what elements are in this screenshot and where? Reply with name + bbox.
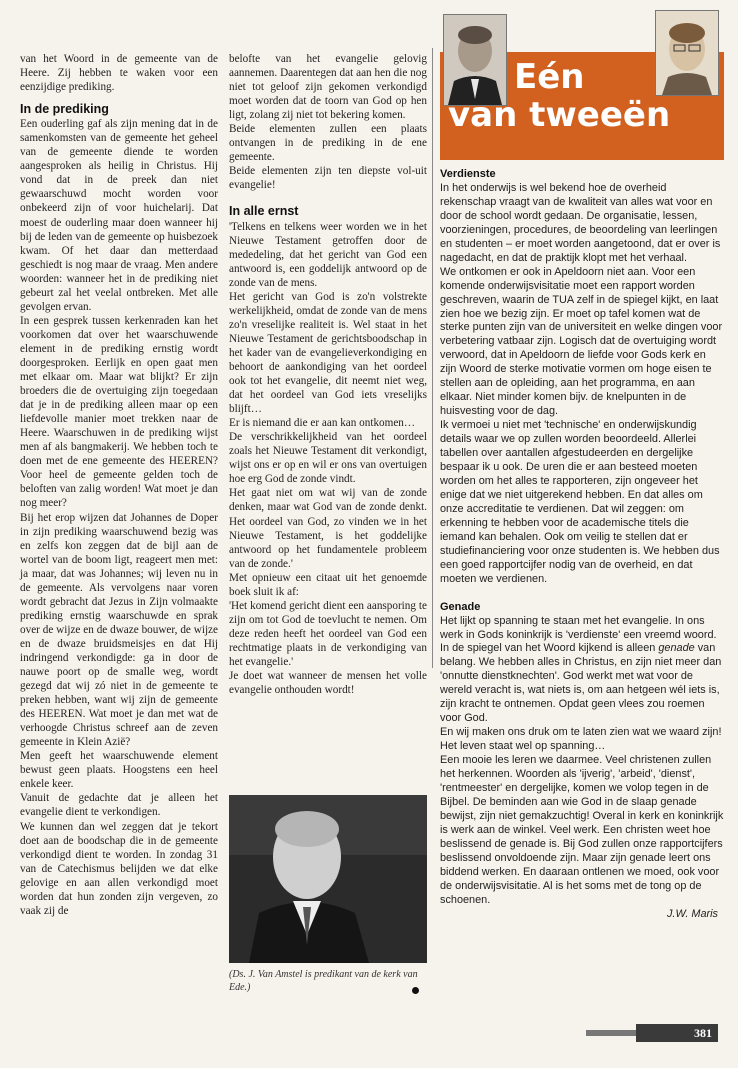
paragraph: In het onderwijs is wel bekend hoe de overheid rekenschap vraagt van de kwaliteit van alles wat voor en door de school wordt gedaan. De organisatie, lessen, voorzieningen, procedures, de beoordeling van leerlingen en studenten – er moet worden aangetoond, dat er over is nagedacht, en dat de praktijk klopt met het verhaal. bbox=[440, 181, 721, 264]
section-heading-prediking: In de prediking bbox=[20, 102, 109, 117]
paragraph: Een mooie les leren we daarmee. Veel christenen zullen het herkennen. Woorden als 'ijverig', 'arbeid', 'dienst', 'rentmeester' en dergelijke, komen we volop tegen in de Bijbel. De beminden aan wie God in de slaap genade bewijst, zijn niet gemakzuchtig! Overal in kerk en koninkrijk is werk aan de winkel. Veel werk. Een christen weet hoe beslissend de genade is. Bij God zullen onze rapportcijfers beslissend onvoldoende zijn. Maar zijn genade leert ons biddend werken. En daaraan ontlenen we moed, ook voor de onderwijsvisitatie. Al is het soms met de tong op de schoenen. bbox=[440, 754, 724, 906]
paragraph bbox=[440, 615, 724, 727]
article-column-1 bbox=[20, 52, 218, 918]
paragraph: van het Woord in de gemeente van de Heere. Zij hebben te waken voor een eenzijdige prediking. bbox=[20, 53, 218, 94]
banner-title-line2: van tweeën bbox=[448, 95, 671, 135]
photo-caption: (Ds. J. Van Amstel is predikant van de kerk van Ede.) bbox=[229, 969, 418, 993]
paragraph: Het gaat niet om wat wij van de zonde denken, maar wat God van de zonde denkt. Het oordeel van God, zo vinden we in het Nieuwe Testament, is het goddelijke antwoord op het fundamentele probleem van de zonde.' bbox=[229, 487, 427, 570]
paragraph: En wij maken ons druk om te laten zien wat we waard zijn! Het leven staat wel op spanning… bbox=[440, 726, 722, 753]
column-divider bbox=[432, 48, 433, 668]
paragraph: Ik vermoei u niet met 'technische' en onderwijskundig details waar we op zullen worden beoordeeld. Allerlei tabellen over aantallen afgestudeerden en dergelijke bespaar ik u ook. De uren die er aan besteed moeten worden om het alles te rapporteren, zijn ongeveer het enige dat we niet uitgerekend hebben. En dat alles om onze accreditatie te verdienen. Dat wil zeggen: om erkenning te hebben voor de academische titels die iemand kan behalen. Ook om veilig te stellen dat er studiefinanciering voor onze studenten is. We hebben dus een goed rapportcijfer nodig van de overheid, en dat moeten we verdienen. bbox=[440, 419, 720, 585]
paragraph: Beide elementen zijn ten diepste vol-uit evangelie! bbox=[229, 165, 427, 192]
emphasis: genade bbox=[658, 642, 695, 655]
page-footer-bar bbox=[586, 1030, 636, 1036]
article-column-2 bbox=[229, 52, 427, 697]
section-heading-verdienste: Verdienste bbox=[440, 168, 496, 180]
paragraph: Een ouderling gaf als zijn mening dat in de samenkomsten van de gemeente het geheel van de gemeente diende te worden aangesproken als heilig in Christus. Hij vond dat in de preek dan niet gewaarschuwd mocht worden voor onbekeerd zijn of voor huichelarij. Dat moest de ouderling maar doen wanneer hij bij de leden van de gemeente op huisbezoek kwam. Of het daar dan metterdaad geschiedt is nog maar de vraag. Men andere woorden: wanneer het in de prediking niet gebeurt zal het veelal ontbreken. Met alle gevolgen ervan. bbox=[20, 118, 218, 313]
author-portrait-photo bbox=[229, 795, 427, 963]
section-heading-genade: Genade bbox=[440, 600, 481, 613]
paragraph: belofte van het evangelie gelovig aannemen. Daarentegen dat aan hen die nog niet tot geloof zijn gekomen verkondigd moet worden dat de toorn van God op hen ligt, zolang zij niet tot bekering komen. bbox=[229, 53, 427, 122]
section-heading-ernst: In alle ernst bbox=[229, 204, 299, 219]
paragraph: Met opnieuw een citaat uit het genoemde boek sluit ik af: bbox=[229, 571, 427, 598]
paragraph: 'Telkens en telkens weer worden we in het Nieuwe Testament getroffen door de mededeling, dat het gericht van God een antwoord is, een goddelijk antwoord op de zonde van de mens. bbox=[229, 220, 427, 289]
end-bullet bbox=[412, 987, 419, 994]
paragraph: Het gericht van God is zo'n volstrekte werkelijkheid, omdat de zonde van de mens zo'n vreselijke realiteit is. Wel staat in het Nieuwe Testament de gerichtsboodschap in het kader van de evangelieverkondiging en behoort de aankondiging van het oordeel ook tot het evangelie, dit neemt niet weg, dat het oordeel van God iets vreselijks blijft… bbox=[229, 290, 427, 416]
article-column-3 bbox=[440, 168, 724, 922]
paragraph: We ontkomen er ook in Apeldoorn niet aan. Voor een komende onderwijsvisitatie moet een rapport worden geschreven, waarin de TUA zelf in de spiegel kijkt, en laat zien hoe we bezig zijn. Er moet op tafel komen wat de sterke punten zijn van de universiteit en welke dingen voor verbetering vatbaar zijn. Logisch dat de overtuiging wordt verwoord, dat in Apeldoorn de liefde voor Gods kerk en zijn Woord de sterke motivatie vormen om hoge eisen te stellen aan de opleiding, aan het programma, en aan elkaar. Niet minder komen bijv. de knelpunten in de huisvesting voor de dag. bbox=[440, 265, 723, 418]
paragraph: We kunnen dan wel zeggen dat je tekort doet aan de boodschap die in de gemeente verkondigd dient te worden. In zondag 31 van de Catechismus belijden we dat elke gelovige en aan allen verkondigd moet worden dat hun zonden zijn vergeven, zo vaak zij de bbox=[20, 820, 218, 917]
page-number-text: 381 bbox=[694, 1026, 712, 1040]
paragraph: Je doet wat wanneer de mensen het volle evangelie onthouden wordt! bbox=[229, 670, 427, 697]
paragraph: Er is niemand die er aan kan ontkomen… bbox=[229, 417, 416, 430]
paragraph: Vanuit de gedachte dat je alleen het evangelie dient te verkondigen. bbox=[20, 792, 218, 819]
paragraph: De verschrikkelijkheid van het oordeel zoals het Nieuwe Testament dit verkondigt, wijst ons er op en wil er ons van overtuigen hoe erg God de zonde vindt. bbox=[229, 431, 427, 486]
paragraph: 'Het komend gericht dient een aansporing te zijn om tot God de toevlucht te nemen. Om deze reden heeft het oordeel van God een rechtmatige plaats in de verkondiging van het evangelie.' bbox=[229, 599, 427, 668]
paragraph: Men geeft het waarschuwende element bewust geen plaats. Hoogstens een heel enkele keer. bbox=[20, 750, 218, 791]
paragraph: Bij het erop wijzen dat Johannes de Doper in zijn prediking waarschuwend bezig was en zelfs kon zeggen dat de bijl aan de wortel van de boom ligt, reageert men met: ja maar, dat was Johannes; wij leven nu in de gemeente. Als vervolgens naar voren wordt gebracht dat Jezus in Zijn volmaakte prediking ernstig waarschuwde en sprak over de wijze en de dwaze bouwer, de wijze en de dwaze bruidsmeisjes en dat Hij indringend verkondigde: ga in door de nauwe poort op de smalle weg, wordt gezegd dat wij zó niet in de gemeente te preken hebben, want wij zijn de gemeente des HEEREN. Wat moet je dan met wat de verhoogde Christus schreef aan de zeven gemeente in Klein Azië? bbox=[20, 511, 218, 749]
author-signature: J.W. Maris bbox=[666, 907, 718, 920]
paragraph: In een gesprek tussen kerkenraden kan het voorkomen dat over het waarschuwende element in de prediking ernstig wordt doorgesproken. Eerlijk en open gaat men met elkaar om. Maar wat blijkt? Er zijn broeders die de overtuiging zijn toegedaan dat je in de prediking alleen maar op een liefdevolle manier moet trekken naar de Heere. Waarschuwen in de prediking wijst men af als bangmakerij. We hebben toch te doen met de ene gemeente des HEEREN? Voor heel de gemeente gelden toch de beloften van zalig worden! Wat moet je dan nog meer? bbox=[20, 314, 218, 510]
text-run: Het lijkt op spanning te staan met het evangelie. In ons werk in Gods koninkrijk is 'verdienste' een vreemd woord. In de spiegel van het Woord kijkend is alleen bbox=[440, 614, 717, 655]
text-run: van belang. We hebben alles in Christus, en zijn niet meer dan 'onnutte dienstknechten'. God werkt met wat voor de wereld veracht is, wat niets is, om aan hetgeen wél iets is, zijn kracht te ontnemen. Opdat geen vlees zou roemen voor God. bbox=[440, 642, 722, 725]
portrait-illustration bbox=[229, 795, 427, 963]
banner-title-line1: Eén bbox=[514, 57, 585, 97]
paragraph: Beide elementen zullen een plaats ontvangen in de prediking in de ene gemeente. bbox=[229, 123, 427, 164]
banner-title bbox=[440, 58, 724, 134]
page-number bbox=[636, 1024, 718, 1042]
